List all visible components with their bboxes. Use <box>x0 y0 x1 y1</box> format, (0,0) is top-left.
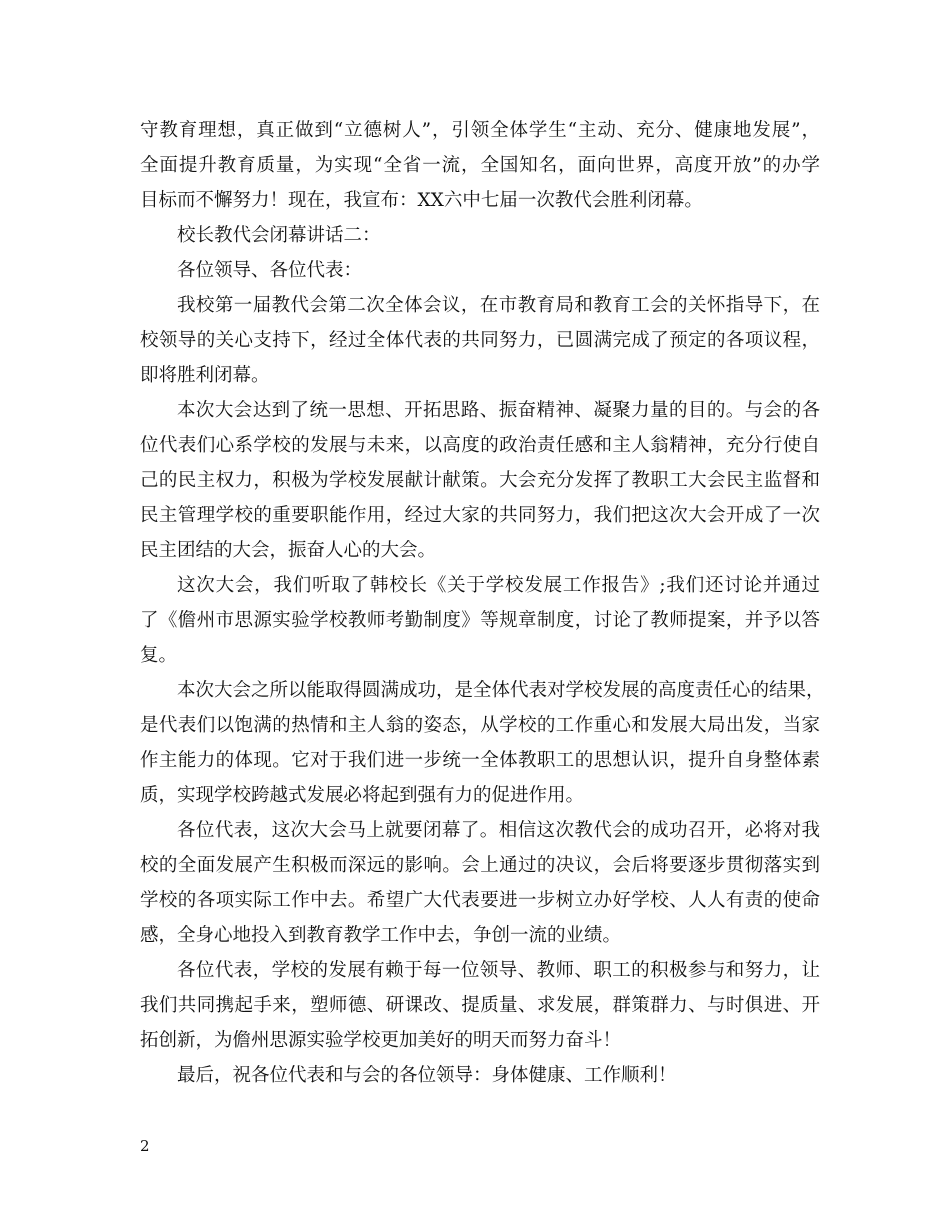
text-line: 本次大会之所以能取得圆满成功，是全体代表对学校发展的高度责任心的结果， <box>177 680 825 701</box>
text-line: 校的全面发展产生积极而深远的影响。会上通过的决议，会后将要逐步贯彻落实到 <box>140 855 820 876</box>
text-line: 质，实现学校跨越式发展必将起到强有力的促进作用。 <box>140 785 585 806</box>
text-line: 感，全身心地投入到教育教学工作中去，争创一流的业绩。 <box>140 925 622 946</box>
text-line: 是代表们以饱满的热情和主人翁的姿态，从学校的工作重心和发展大局出发，当家 <box>140 715 820 736</box>
page-number: 2 <box>140 1137 150 1155</box>
text-line: 我们共同携起手来，塑师德、研课改、提质量、求发展，群策群力、与时俱进、开 <box>140 995 820 1016</box>
text-line: 即将胜利闭幕。 <box>140 365 270 386</box>
text-line: 校领导的关心支持下，经过全体代表的共同努力，已圆满完成了预定的各项议程， <box>140 330 820 351</box>
text-line: 学校的各项实际工作中去。希望广大代表要进一步树立办好学校、人人有责的使命 <box>140 890 820 911</box>
text-line: 作主能力的体现。它对于我们进一步统一全体教职工的思想认识，提升自身整体素 <box>140 750 820 771</box>
text-line: 民主管理学校的重要职能作用，经过大家的共同努力，我们把这次大会开成了一次 <box>140 505 820 526</box>
text-line: 目标而不懈努力！现在，我宣布：XX六中七届一次教代会胜利闭幕。 <box>140 190 703 211</box>
text-line: 拓创新，为儋州思源实验学校更加美好的明天而努力奋斗！ <box>140 1030 622 1051</box>
text-line: 位代表们心系学校的发展与未来，以高度的政治责任感和主人翁精神，充分行使自 <box>140 435 820 456</box>
text-line: 复。 <box>140 645 178 666</box>
text-line: 本次大会达到了统一思想、开拓思路、振奋精神、凝聚力量的目的。与会的各 <box>177 400 820 421</box>
text-line: 全面提升教育质量，为实现“全省一流，全国知名，面向世界，高度开放”的办学 <box>140 155 820 176</box>
text-line: 了《儋州市思源实验学校教师考勤制度》等规章制度，讨论了教师提案，并予以答 <box>140 610 820 631</box>
text-line: 最后，祝各位代表和与会的各位领导：身体健康、工作顺利！ <box>177 1065 677 1086</box>
salutation: 各位领导、各位代表： <box>177 260 363 281</box>
text-line: 守教育理想，真正做到“立德树人”，引领全体学生“主动、充分、健康地发展”， <box>140 120 820 141</box>
text-line: 民主团结的大会，振奋人心的大会。 <box>140 540 437 561</box>
text-line: 己的民主权力，积极为学校发展献计献策。大会充分发挥了教职工大会民主监督和 <box>140 470 820 491</box>
text-line: 这次大会，我们听取了韩校长《关于学校发展工作报告》;我们还讨论并通过 <box>177 575 820 596</box>
section-heading: 校长教代会闭幕讲话二： <box>177 225 381 246</box>
text-line: 各位代表，学校的发展有赖于每一位领导、教师、职工的积极参与和努力，让 <box>177 960 820 981</box>
text-line: 各位代表，这次大会马上就要闭幕了。相信这次教代会的成功召开，必将对我 <box>177 820 820 841</box>
text-line: 我校第一届教代会第二次全体会议，在市教育局和教育工会的关怀指导下，在 <box>177 295 820 316</box>
document-body <box>140 113 825 1093</box>
